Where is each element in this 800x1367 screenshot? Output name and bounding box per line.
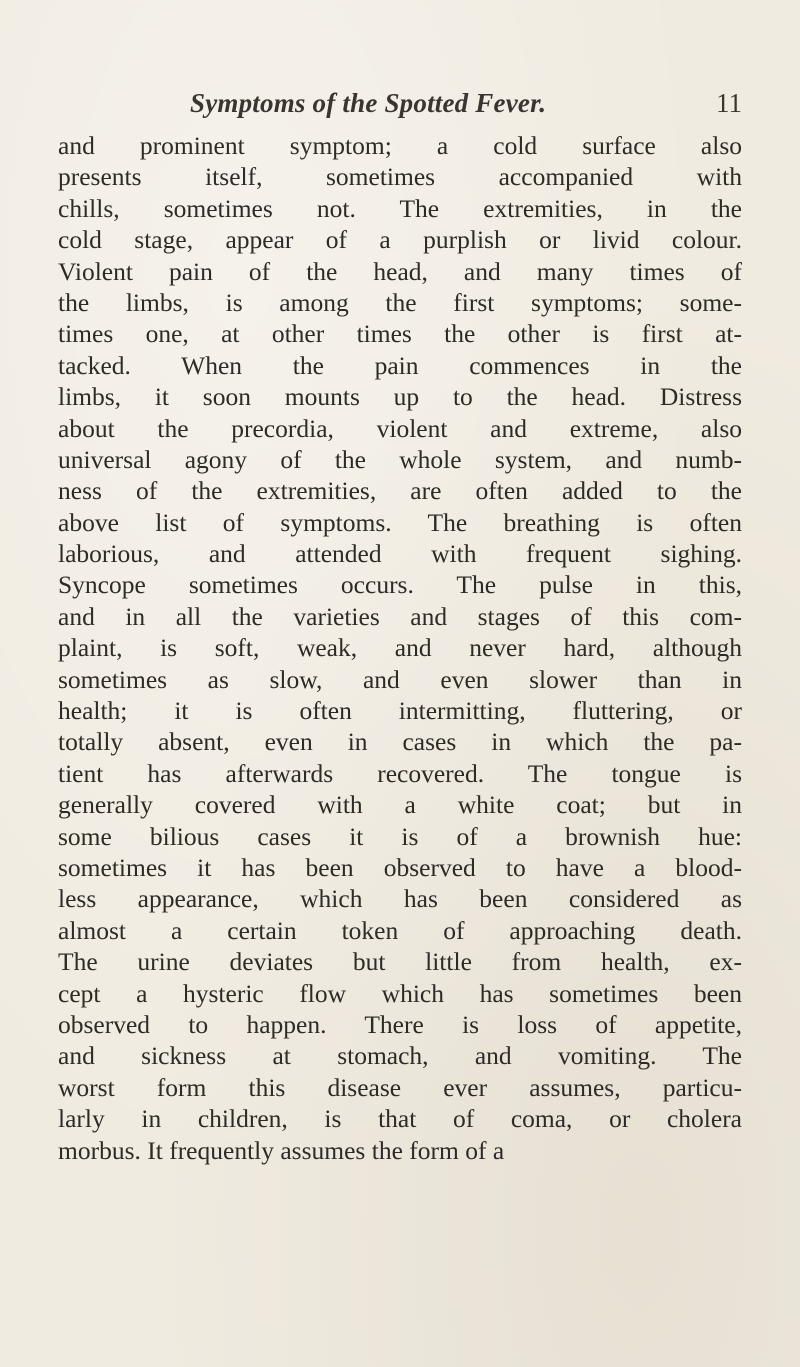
text-line: universal agony of the whole system, and numb- [58,444,742,474]
text-line: the limbs, is among the first symptoms; some- [58,287,742,317]
text-line: cept a hysteric flow which has sometimes been [58,978,742,1008]
text-line: tient has afterwards recovered. The tongue is [58,758,742,788]
text-line: morbus. It frequently assumes the form of a [58,1135,505,1165]
text-line: times one, at other times the other is first at- [58,319,742,349]
text-line: worst form this disease ever assumes, particu- [58,1072,742,1102]
page-number: 11 [716,88,742,118]
text-line: Syncope sometimes occurs. The pulse in this, [58,570,742,600]
text-line: cold stage, appear of a purplish or livid colour. [58,225,742,255]
text-line: some bilious cases it is of a brownish hue: [58,821,742,851]
text-line: and in all the varieties and stages of this com- [58,601,742,631]
text-line: and prominent symptom; a cold surface also [58,131,742,160]
text-line: totally absent, even in cases in which the pa- [58,727,742,757]
body-text [58,130,742,1166]
text-line: sometimes it has been observed to have a blood- [58,852,742,882]
text-line: almost a certain token of approaching death. [58,915,742,945]
text-line: plaint, is soft, weak, and never hard, although [58,633,742,663]
text-line: limbs, it soon mounts up to the head. Distress [58,382,742,412]
text-line: The urine deviates but little from health, ex- [58,947,742,977]
text-line: chills, sometimes not. The extremities, in the [58,193,742,223]
text-line: health; it is often intermitting, fluttering, or [58,696,742,726]
text-line: less appearance, which has been considered as [58,884,742,914]
text-line: about the precordia, violent and extreme, also [58,413,742,443]
text-line: laborious, and attended with frequent sighing. [58,539,742,569]
text-line: generally covered with a white coat; but in [58,790,742,820]
text-line: sometimes as slow, and even slower than in [58,664,742,694]
text-line: above list of symptoms. The breathing is often [58,507,742,537]
text-line: ness of the extremities, are often added to the [58,476,742,506]
running-title: Symptoms of the Spotted Fever. [190,88,547,118]
text-line: observed to happen. There is loss of appetite, [58,1009,742,1039]
text-line: Violent pain of the head, and many times of [58,256,742,286]
text-line: larly in children, is that of coma, or cholera [58,1104,742,1134]
running-head [190,88,742,128]
text-line: presents itself, sometimes accompanied with [58,162,742,192]
text-line: tacked. When the pain commences in the [58,350,742,380]
text-line: and sickness at stomach, and vomiting. The [58,1041,742,1071]
